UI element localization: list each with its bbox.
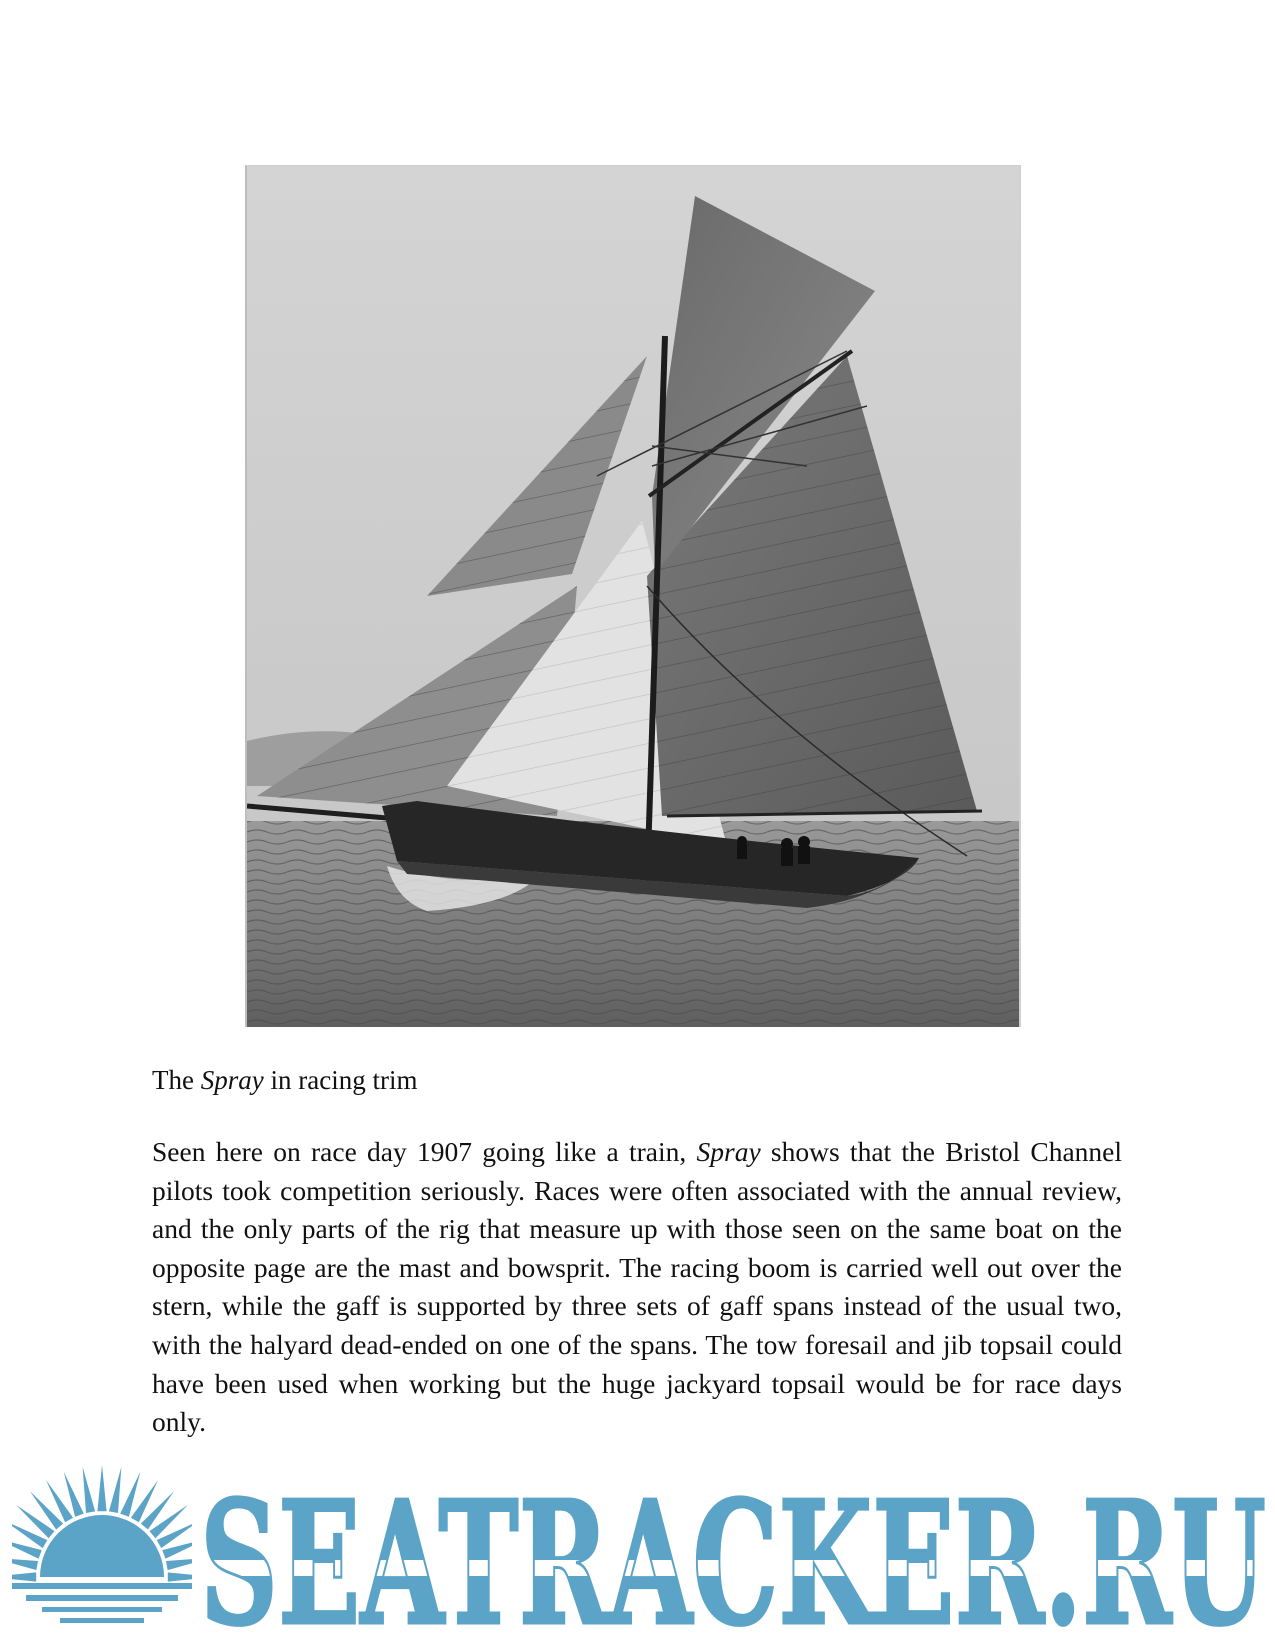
sun-ray xyxy=(83,1467,96,1513)
paragraph-part-2: shows that the Bristol Channel pilots took competition seriously. Races were often associated with the annual review, and the only parts of the rig that measure up with those seen on the same boat on the opposite page are the mast and bowsprit. The racing boom is carried well out over the stern, while the gaff is supported by three sets of gaff spans instead of the usual two, with the halyard dead-ended on one of the spans. The tow foresail and jib topsail could have been used when working but the huge jackyard topsail would be for race days only. xyxy=(152,1136,1122,1438)
paragraph-boat-name: Spray xyxy=(696,1136,761,1167)
photo-caption xyxy=(152,1063,417,1097)
caption-prefix: The xyxy=(152,1065,201,1095)
caption-suffix: in racing trim xyxy=(263,1065,418,1095)
sun-ray xyxy=(166,1558,192,1571)
watermark xyxy=(0,1455,1275,1650)
watermark-logotype xyxy=(200,1473,1270,1643)
caption-boat-name: Spray xyxy=(200,1065,264,1095)
paragraph-part-1: Seen here on race day 1907 going like a train, xyxy=(152,1136,697,1167)
sun-ray xyxy=(109,1467,122,1513)
sun-ray xyxy=(97,1465,106,1511)
sun-ray xyxy=(12,1572,36,1581)
sun-ray xyxy=(168,1572,192,1581)
sailboat-photo xyxy=(245,165,1021,1027)
sun-logo-icon xyxy=(12,1459,192,1644)
watermark-text: SEATRACKER.RU xyxy=(200,1473,1266,1643)
description-paragraph xyxy=(152,1133,1122,1442)
sailboat-illustration xyxy=(247,166,1019,1027)
sun-ray xyxy=(12,1558,38,1571)
